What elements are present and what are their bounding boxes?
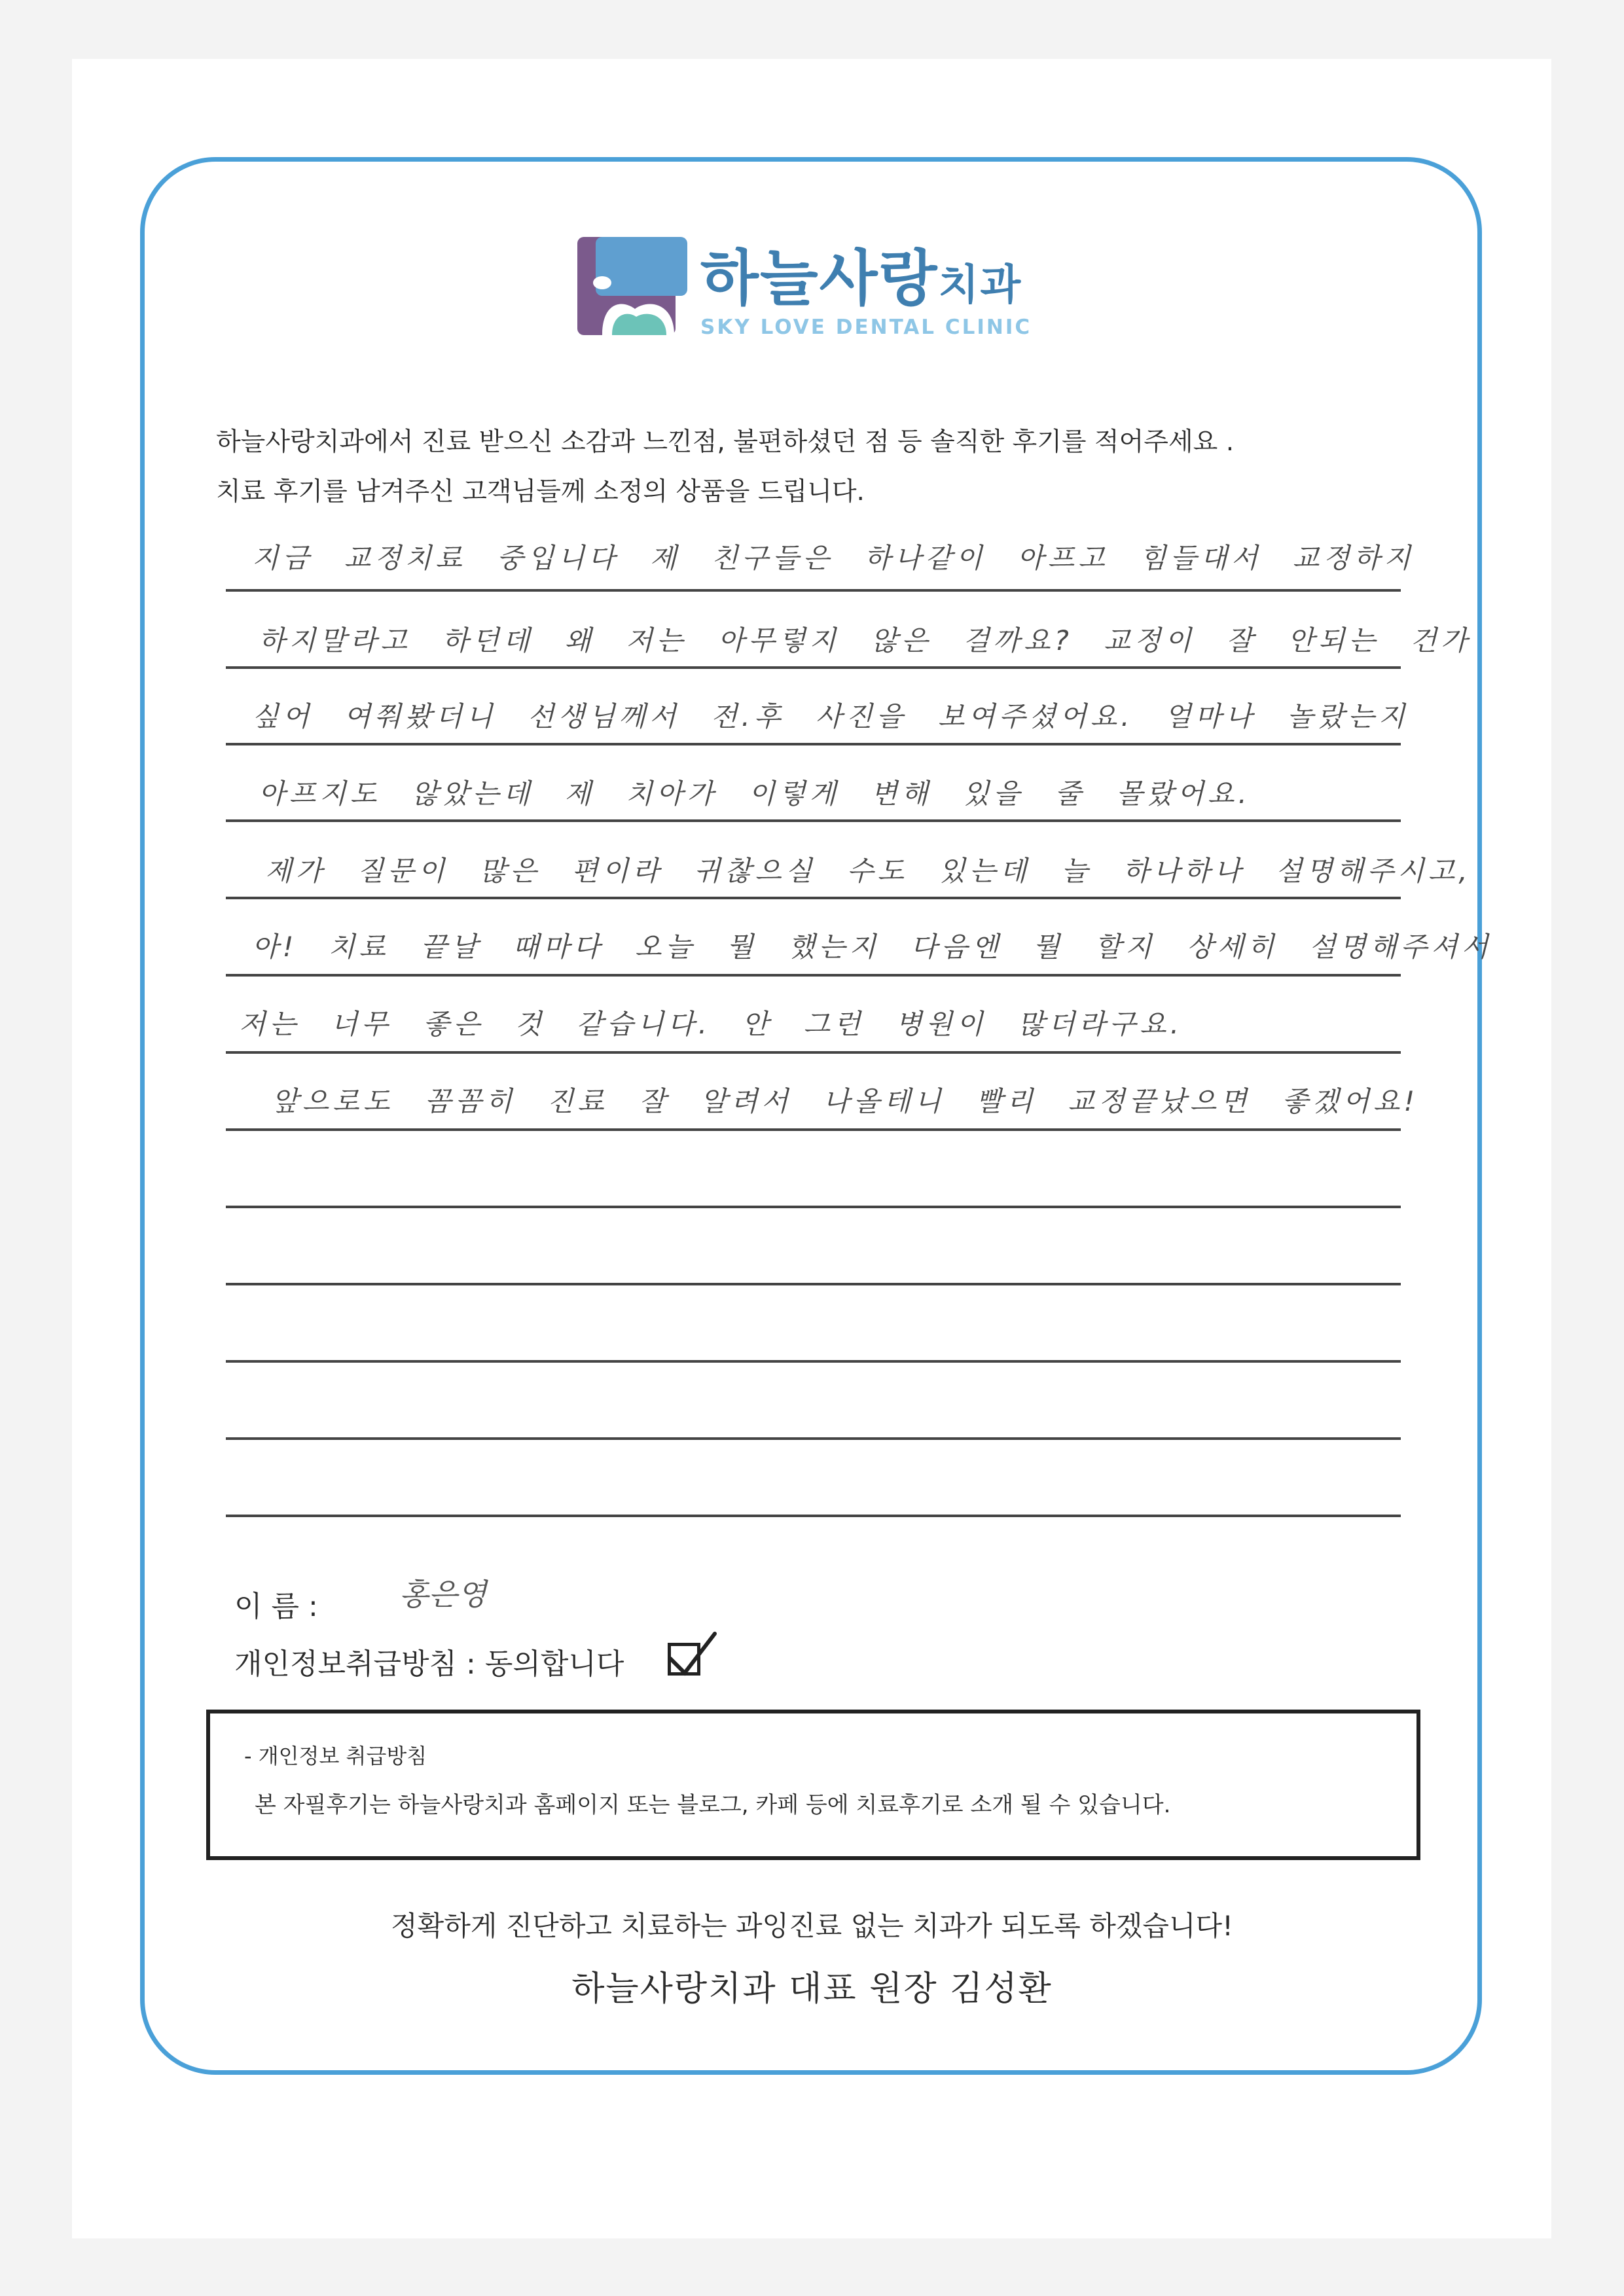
ruled-line bbox=[226, 1437, 1401, 1440]
clinic-subtitle: SKY LOVE DENTAL CLINIC bbox=[700, 315, 1032, 339]
handwritten-line: 하지말라고 하던데 왜 저는 아무렇지 않은 걸까요? 교정이 잘 안되는 건가 bbox=[259, 624, 1471, 656]
handwritten-line: 앞으로도 꼼꼼히 진료 잘 알려서 나올테니 빨리 교정끝났으면 좋겠어요! bbox=[272, 1085, 1419, 1117]
name-label: 이 름 : bbox=[234, 1590, 318, 1623]
clinic-slogan: 정확하게 진단하고 치료하는 과잉진료 없는 치과가 되도록 하겠습니다! bbox=[391, 1910, 1233, 1942]
ruled-line bbox=[226, 819, 1401, 822]
handwritten-line: 저는 너무 좋은 것 같습니다. 안 그런 병원이 많더라구요. bbox=[239, 1008, 1183, 1040]
handwritten-line: 아프지도 않았는데 제 치아가 이렇게 변해 있을 줄 몰랐어요. bbox=[259, 778, 1251, 810]
ruled-line bbox=[226, 1283, 1401, 1285]
clinic-name: 하늘사랑치과 bbox=[700, 243, 1022, 314]
ruled-line bbox=[226, 743, 1401, 745]
handwritten-line: 지금 교정치료 중입니다 제 친구들은 하나같이 아프고 힘들대서 교정하지 bbox=[252, 542, 1415, 574]
ruled-line bbox=[226, 1051, 1401, 1054]
instruction-line: 치료 후기를 남겨주신 고객님들께 소정의 상품을 드립니다. bbox=[216, 477, 865, 507]
name-signature: 홍은영 bbox=[399, 1577, 487, 1612]
handwritten-line: 아! 치료 끝날 때마다 오늘 뭘 했는지 다음엔 뭘 할지 상세히 설명해주셔서 bbox=[252, 931, 1492, 963]
handwritten-line: 제가 질문이 많은 편이라 귀찮으실 수도 있는데 늘 하나하나 설명해주시고, bbox=[265, 855, 1471, 887]
director-signature: 하늘사랑치과 대표 원장 김성환 bbox=[571, 1969, 1053, 2009]
privacy-body: 본 자필후기는 하늘사랑치과 홈페이지 또는 블로그, 카페 등에 치료후기로 소개 될 수 있습니다. bbox=[255, 1792, 1171, 1818]
consent-label: 개인정보취급방침 : 동의합니다 bbox=[234, 1647, 624, 1681]
ruled-line bbox=[226, 897, 1401, 899]
ruled-line bbox=[226, 1360, 1401, 1363]
ruled-line bbox=[226, 1128, 1401, 1131]
ruled-line bbox=[226, 1515, 1401, 1517]
ruled-line bbox=[226, 974, 1401, 977]
privacy-policy-box bbox=[206, 1710, 1420, 1860]
privacy-title: - 개인정보 취급방침 bbox=[244, 1744, 427, 1768]
ruled-line bbox=[226, 1206, 1401, 1208]
tooth-cloud-logo-icon bbox=[576, 237, 687, 342]
check-mark-icon bbox=[662, 1630, 721, 1682]
instructions bbox=[216, 418, 1234, 517]
ruled-line bbox=[226, 666, 1401, 669]
ruled-line bbox=[226, 589, 1401, 592]
handwritten-line: 싶어 여쭤봤더니 선생님께서 전.후 사진을 보여주셨어요. 얼마나 놀랐는지 bbox=[252, 700, 1409, 732]
instruction-line: 하늘사랑치과에서 진료 받으신 소감과 느낀점, 불편하셨던 점 등 솔직한 후기를 적어주세요 . bbox=[216, 427, 1235, 457]
